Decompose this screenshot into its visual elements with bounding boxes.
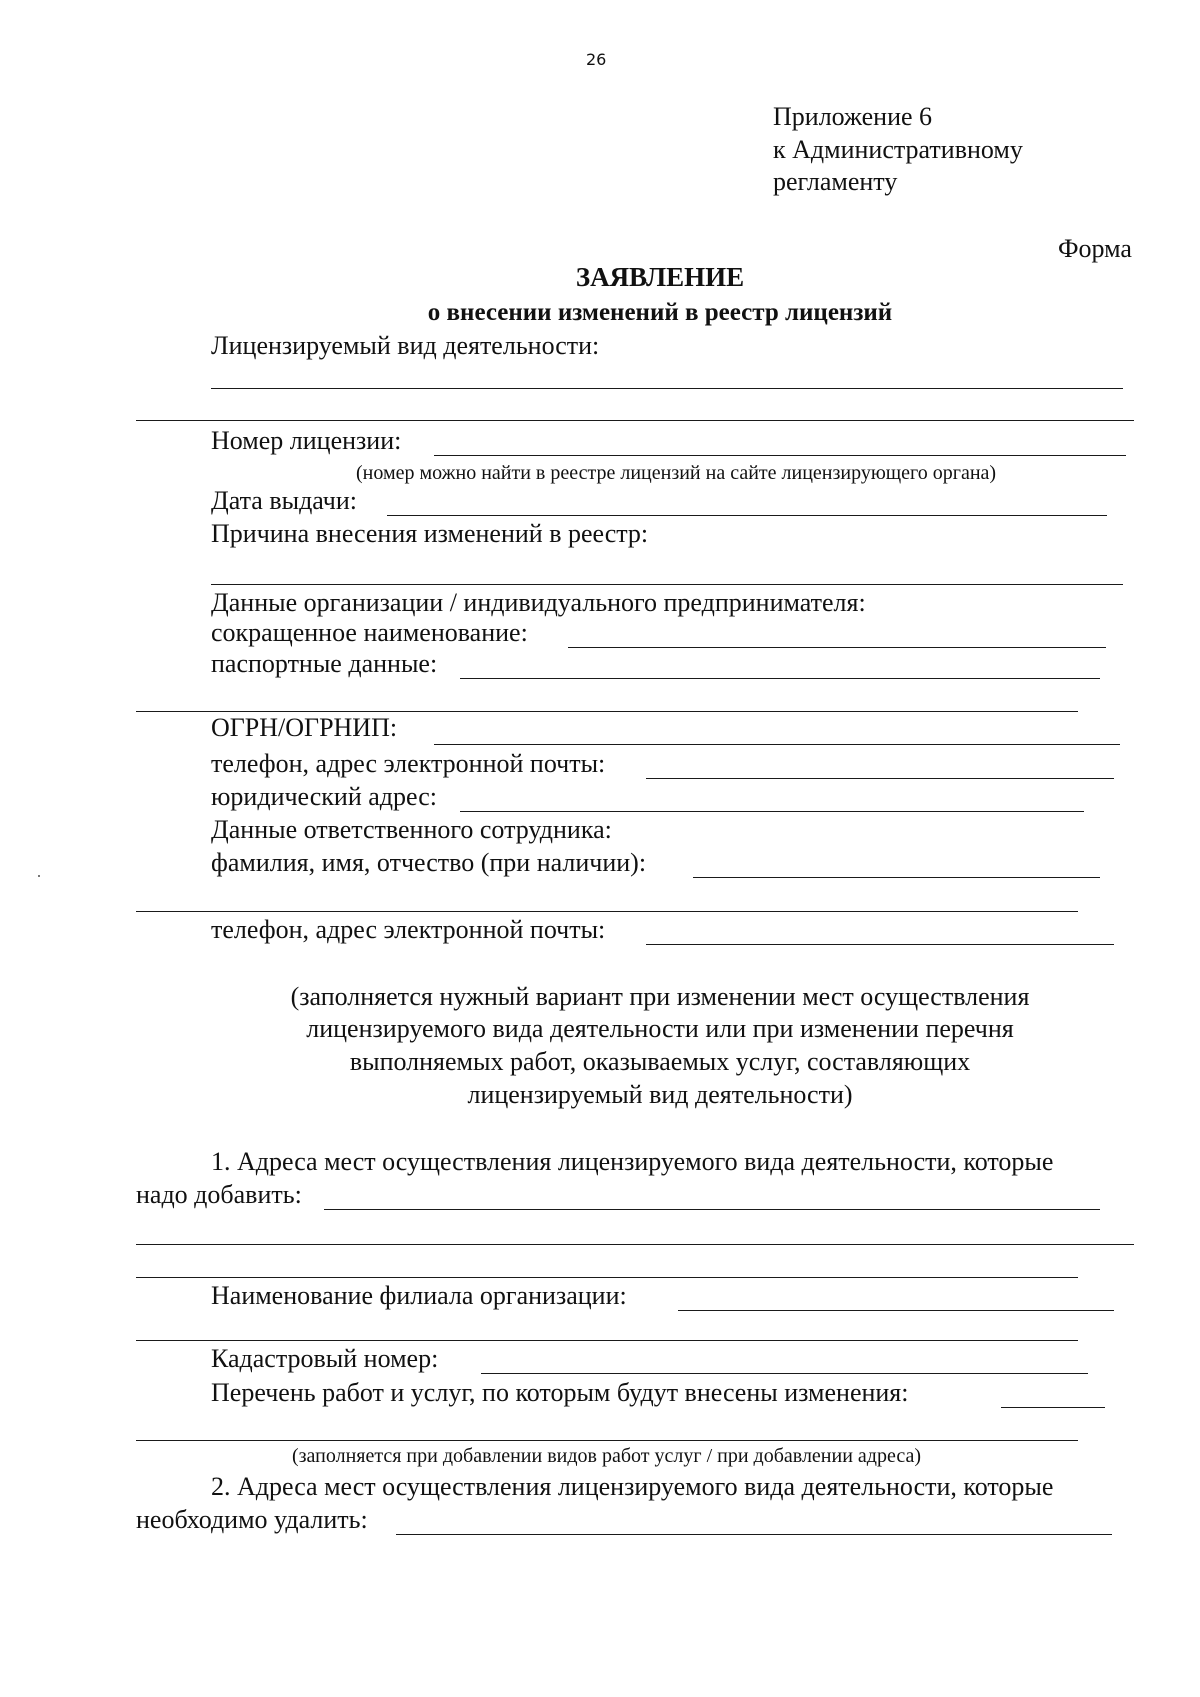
appendix-line-2: к Административному	[773, 135, 1023, 164]
section2-line-1: 2. Адреса мест осуществления лицензируемого вида деятельности, которые	[211, 1472, 1054, 1501]
ogrn-field[interactable]	[434, 744, 1120, 745]
org-data-label: Данные организации / индивидуального предпринимателя:	[211, 588, 866, 617]
passport-label: паспортные данные:	[211, 649, 438, 678]
section1-hint: (заполняется при добавлении видов работ услуг / при добавлении адреса)	[292, 1445, 921, 1467]
note-line-3: выполняемых работ, оказываемых услуг, составляющих	[349, 1047, 971, 1076]
issue-date-field[interactable]	[387, 515, 1107, 516]
issue-date-label: Дата выдачи:	[211, 486, 358, 515]
license-number-field[interactable]	[434, 455, 1126, 456]
passport-field-line-2[interactable]	[136, 711, 1078, 712]
works-field-line-1[interactable]	[1001, 1407, 1105, 1408]
works-label: Перечень работ и услуг, по которым будут внесены изменения:	[211, 1378, 909, 1407]
ogrn-label: ОГРН/ОГРНИП:	[211, 713, 398, 742]
org-contacts-label: телефон, адрес электронной почты:	[211, 749, 606, 778]
add-addresses-field-line-2[interactable]	[136, 1244, 1134, 1245]
document-subtitle: о внесении изменений в реестр лицензий	[427, 299, 893, 326]
legal-address-field[interactable]	[460, 811, 1084, 812]
note-line-2: лицензируемого вида деятельности или при изменении перечня	[306, 1014, 1014, 1043]
license-number-hint: (номер можно найти в реестре лицензий на сайте лицензирующего органа)	[356, 462, 997, 484]
employee-label: Данные ответственного сотрудника:	[211, 815, 612, 844]
section1-line-2: надо добавить:	[136, 1180, 302, 1209]
page-number: 26	[586, 50, 607, 69]
employee-contacts-field[interactable]	[646, 944, 1114, 945]
activity-field-line-1[interactable]	[211, 388, 1123, 389]
short-name-label: сокращенное наименование:	[211, 618, 528, 647]
employee-name-label: фамилия, имя, отчество (при наличии):	[211, 848, 647, 877]
employee-contacts-label: телефон, адрес электронной почты:	[211, 915, 606, 944]
cadastral-field[interactable]	[481, 1373, 1088, 1374]
org-contacts-field[interactable]	[646, 778, 1114, 779]
cadastral-label: Кадастровый номер:	[211, 1344, 439, 1373]
section1-line-1: 1. Адреса мест осуществления лицензируемого вида деятельности, которые	[211, 1147, 1054, 1176]
add-addresses-field-line-3[interactable]	[136, 1277, 1078, 1278]
branch-label: Наименование филиала организации:	[211, 1281, 627, 1310]
branch-field-line-1[interactable]	[678, 1310, 1114, 1311]
passport-field-line-1[interactable]	[460, 678, 1100, 679]
branch-field-line-2[interactable]	[136, 1340, 1078, 1341]
activity-label: Лицензируемый вид деятельности:	[211, 331, 600, 360]
appendix-line-3: регламенту	[773, 167, 898, 196]
short-name-field[interactable]	[568, 647, 1106, 648]
form-label: Форма	[1058, 234, 1132, 263]
change-reason-label: Причина внесения изменений в реестр:	[211, 519, 649, 548]
document-title: ЗАЯВЛЕНИЕ	[575, 262, 745, 292]
works-field-line-2[interactable]	[136, 1440, 1078, 1441]
employee-name-field-line-2[interactable]	[136, 911, 1078, 912]
section2-line-2: необходимо удалить:	[136, 1505, 368, 1534]
activity-field-line-2[interactable]	[136, 420, 1134, 421]
legal-address-label: юридический адрес:	[211, 782, 437, 811]
note-line-1: (заполняется нужный вариант при изменении мест осуществления	[290, 982, 1030, 1011]
employee-name-field-line-1[interactable]	[693, 877, 1100, 878]
change-reason-field[interactable]	[211, 584, 1123, 585]
add-addresses-field-line-1[interactable]	[324, 1209, 1100, 1210]
appendix-line-1: Приложение 6	[773, 102, 933, 131]
license-number-label: Номер лицензии:	[211, 426, 402, 455]
note-line-4: лицензируемый вид деятельности)	[467, 1080, 853, 1109]
remove-addresses-field[interactable]	[396, 1534, 1112, 1535]
scan-speck	[38, 875, 40, 877]
